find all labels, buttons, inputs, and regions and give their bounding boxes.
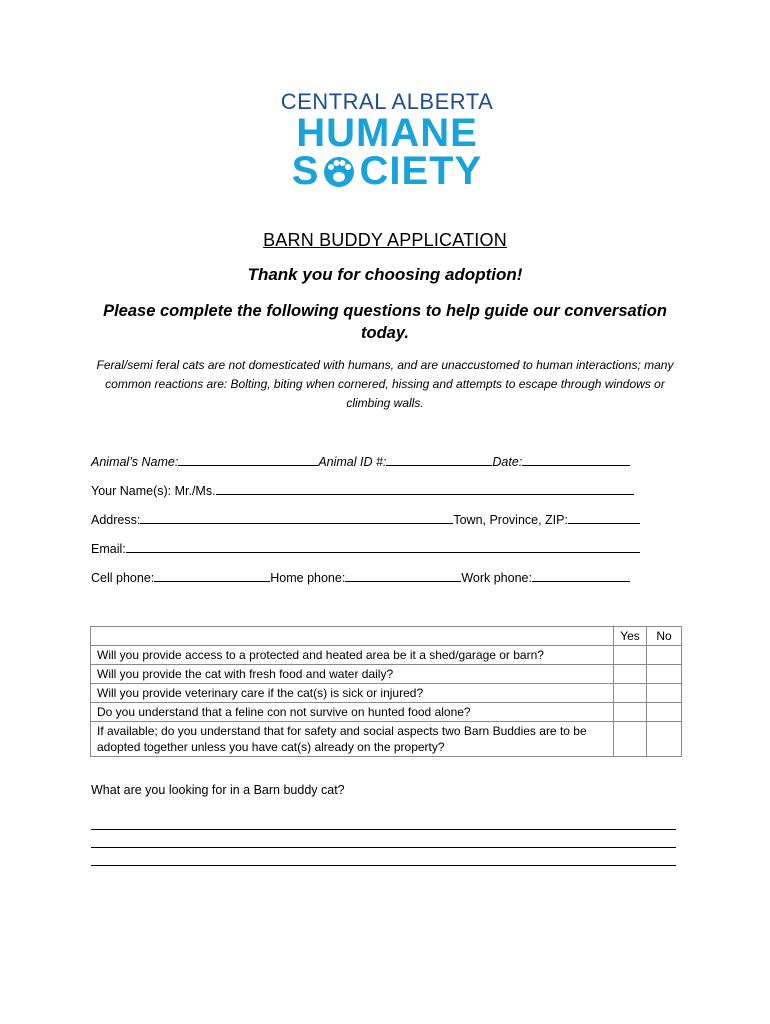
date-field[interactable] (522, 453, 630, 466)
page-title: BARN BUDDY APPLICATION (263, 230, 507, 250)
looking-for-question: What are you looking for in a Barn buddy cat? (91, 783, 345, 797)
date-label: Date: (492, 455, 523, 469)
animal-id-field[interactable] (386, 453, 492, 466)
work-phone-field[interactable] (532, 569, 630, 582)
cell-phone-label: Cell phone: (91, 571, 155, 585)
yes-header: Yes (614, 627, 647, 646)
yes-checkbox[interactable] (614, 646, 647, 665)
table-row (91, 684, 682, 703)
no-checkbox[interactable] (647, 665, 682, 684)
animal-info-row (91, 453, 641, 469)
question-text: Do you understand that a feline con not survive on hunted food alone? (91, 703, 614, 722)
instructions-heading: Please complete the following questions to help guide our conversation today. (103, 302, 667, 342)
your-names-label: Your Name(s): Mr./Ms. (91, 484, 216, 498)
table-row (91, 665, 682, 684)
answer-line[interactable] (91, 828, 676, 830)
animal-id-label: Animal ID #: (318, 455, 387, 469)
town-field[interactable] (568, 511, 640, 524)
paw-print-icon (319, 154, 359, 188)
question-text: Will you provide access to a protected and heated area be it a shed/garage or barn? (91, 646, 614, 665)
work-phone-label: Work phone: (461, 571, 532, 585)
answer-line[interactable] (91, 864, 676, 866)
home-phone-label: Home phone: (270, 571, 346, 585)
table-row (91, 703, 682, 722)
question-header-cell (91, 627, 614, 646)
your-names-row (91, 482, 641, 498)
questions-table (90, 626, 682, 757)
town-label: Town, Province, ZIP: (453, 513, 568, 527)
email-row (91, 540, 641, 556)
address-label: Address: (91, 513, 141, 527)
phone-row (91, 569, 641, 585)
thanks-heading: Thank you for choosing adoption! (247, 265, 523, 284)
animal-name-label: Animal’s Name: (91, 455, 179, 469)
your-names-field[interactable] (216, 482, 634, 495)
no-checkbox[interactable] (647, 722, 682, 757)
yes-checkbox[interactable] (614, 703, 647, 722)
cell-phone-field[interactable] (154, 569, 270, 582)
table-row (91, 646, 682, 665)
question-text: If available; do you understand that for safety and social aspects two Barn Buddies are to be adopted together unless you have cat(s) already on the property? (91, 722, 614, 757)
no-header: No (647, 627, 682, 646)
yes-checkbox[interactable] (614, 665, 647, 684)
email-label: Email: (91, 542, 126, 556)
question-text: Will you provide the cat with fresh food and water daily? (91, 665, 614, 684)
address-row (91, 511, 641, 527)
logo-line-central-alberta: CENTRAL ALBERTA (280, 89, 494, 114)
address-field[interactable] (140, 511, 453, 524)
home-phone-field[interactable] (345, 569, 461, 582)
feral-cat-notice: Feral/semi feral cats are not domesticated with humans, and are unaccustomed to human interactions; many common reactions are: Bolting, biting when cornered, hissing and attempts to escape through windows or climbing walls. (96, 358, 674, 410)
logo-line-society: S CIETY (291, 149, 483, 193)
question-text: Will you provide veterinary care if the cat(s) is sick or injured? (91, 684, 614, 703)
yes-checkbox[interactable] (614, 684, 647, 703)
no-checkbox[interactable] (647, 684, 682, 703)
table-row (91, 722, 682, 757)
table-header-row (91, 627, 682, 646)
animal-name-field[interactable] (178, 453, 318, 466)
no-checkbox[interactable] (647, 646, 682, 665)
no-checkbox[interactable] (647, 703, 682, 722)
yes-checkbox[interactable] (614, 722, 647, 757)
answer-line[interactable] (91, 846, 676, 848)
email-field[interactable] (126, 540, 640, 553)
humane-society-logo (279, 90, 495, 200)
logo-line-humane: HUMANE (296, 111, 478, 155)
